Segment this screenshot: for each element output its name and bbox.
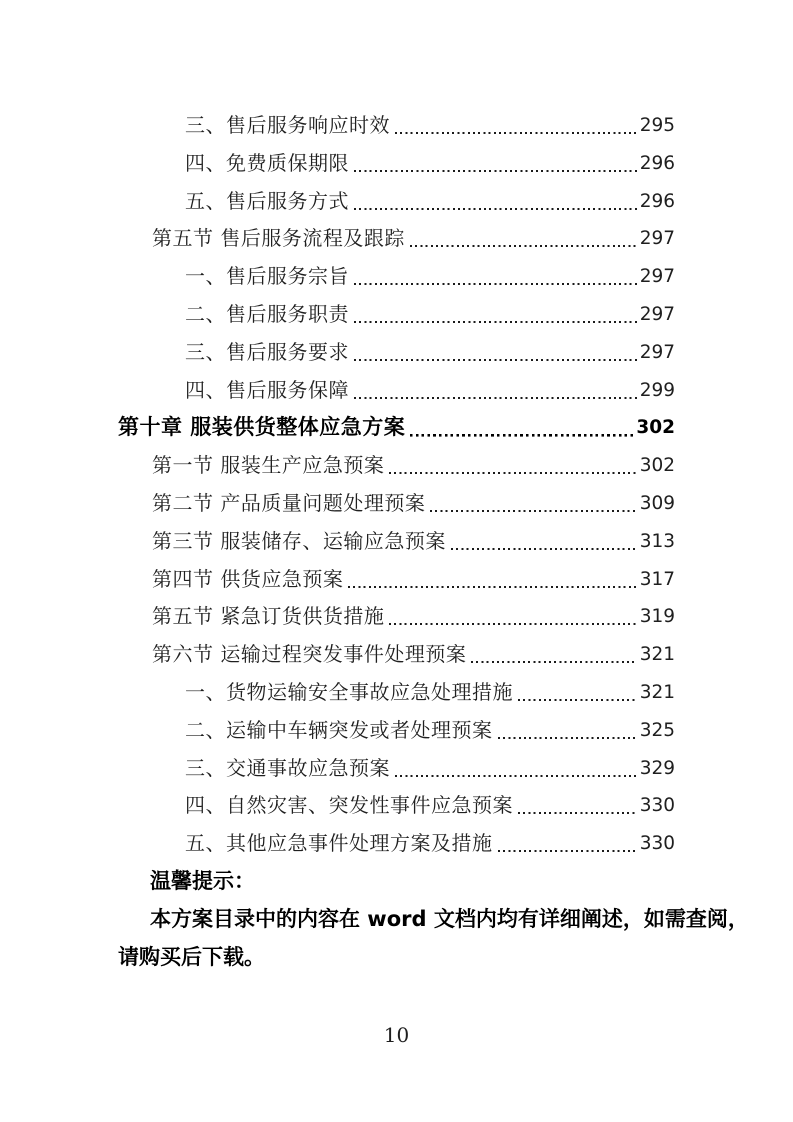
toc-entry-page: 299 [639,379,675,401]
toc-entry-page: 329 [639,757,675,779]
toc-entry[interactable] [118,183,675,221]
dot-leader [395,750,637,788]
note-heading: 温馨提示： [150,868,255,893]
toc-entry-page: 296 [639,190,675,212]
toc-entry[interactable] [118,674,675,712]
toc-content [118,107,749,976]
dot-leader [354,296,637,334]
footer-page-number: 10 [383,1023,410,1047]
dot-leader [354,372,637,410]
toc-entry-page: 321 [639,644,675,666]
toc-entry-title: 第四节 供货应急预案 [152,566,344,591]
toc-entry[interactable] [118,523,675,561]
dot-leader [354,145,637,183]
toc-entry-page: 302 [636,417,675,439]
dot-leader [389,598,636,636]
toc-entry-page: 297 [639,266,675,288]
toc-entry-title: 二、售后服务职责 [185,301,349,326]
toc-entry-title: 第一节 服装生产应急预案 [152,453,385,478]
toc-entry-title: 第十章 服装供货整体应急方案 [118,415,406,440]
dot-leader [451,523,637,561]
dot-leader [518,674,637,712]
toc-entry-page: 319 [639,606,675,628]
toc-entry-page: 330 [639,833,675,855]
toc-entry[interactable] [118,409,675,447]
toc-entry[interactable] [118,787,675,825]
toc-entry[interactable] [118,485,675,523]
toc-entry[interactable] [118,561,675,599]
toc-entry-title: 四、自然灾害、突发性事件应急预案 [185,793,513,818]
toc-entry-page: 317 [639,568,675,590]
toc-entry-title: 第二节 产品质量问题处理预案 [152,490,426,515]
toc-entry[interactable] [118,447,675,485]
dot-leader [354,334,637,372]
toc-entry-page: 296 [639,152,675,174]
toc-entry-page: 309 [639,492,675,514]
toc-entry[interactable] [118,220,675,258]
toc-entry-page: 297 [639,303,675,325]
dot-leader [471,636,636,674]
toc-entry[interactable] [118,750,675,788]
dot-leader [354,258,637,296]
toc-entry[interactable] [118,145,675,183]
dot-leader [389,447,636,485]
dot-leader [498,712,637,750]
toc-entry[interactable] [118,107,675,145]
toc-entry-title: 五、其他应急事件处理方案及措施 [185,831,493,856]
toc-entry-title: 四、售后服务保障 [185,377,349,402]
toc-entry-page: 321 [639,681,675,703]
toc-entry-title: 一、货物运输安全事故应急处理措施 [185,679,513,704]
toc-entry-title: 第六节 运输过程突发事件处理预案 [152,642,467,667]
dot-leader [518,787,637,825]
toc-entry-title: 三、交通事故应急预案 [185,755,390,780]
toc-entry-title: 第三节 服装储存、运输应急预案 [152,528,446,553]
toc-entry-page: 297 [639,341,675,363]
toc-entry-title: 第五节 紧急订货供货措施 [152,604,385,629]
toc-entry-title: 五、售后服务方式 [185,188,349,213]
toc-entry-page: 325 [639,719,675,741]
dot-leader [354,183,637,221]
purchase-note [118,863,749,976]
dot-leader [498,825,637,863]
toc-entry-page: 297 [639,228,675,250]
toc-entry-title: 二、运输中车辆突发或者处理预案 [185,717,493,742]
toc-list [118,107,675,863]
toc-entry-page: 295 [639,115,675,136]
toc-entry[interactable] [118,636,675,674]
toc-entry[interactable] [118,825,675,863]
toc-entry[interactable] [118,258,675,296]
note-body-line2: 请购买后下载。 [118,944,265,969]
toc-entry[interactable] [118,334,675,372]
dot-leader [410,220,637,258]
toc-entry-title: 四、免费质保期限 [185,150,349,175]
dot-leader [430,485,636,523]
note-body-line1: 本方案目录中的内容在 word 文档内均有详细阐述，如需查阅， [150,906,749,931]
toc-entry-title: 三、售后服务响应时效 [185,113,390,137]
toc-entry[interactable] [118,296,675,334]
toc-entry-page: 302 [639,455,675,477]
dot-leader [410,409,633,447]
toc-entry-title: 第五节 售后服务流程及跟踪 [152,226,405,251]
dot-leader [348,561,636,599]
toc-entry[interactable] [118,598,675,636]
toc-entry[interactable] [118,712,675,750]
toc-entry[interactable] [118,372,675,410]
toc-entry-title: 三、售后服务要求 [185,339,349,364]
toc-entry-page: 313 [639,530,675,552]
toc-entry-title: 一、售后服务宗旨 [185,264,349,289]
toc-entry-page: 330 [639,795,675,817]
dot-leader [395,107,637,145]
